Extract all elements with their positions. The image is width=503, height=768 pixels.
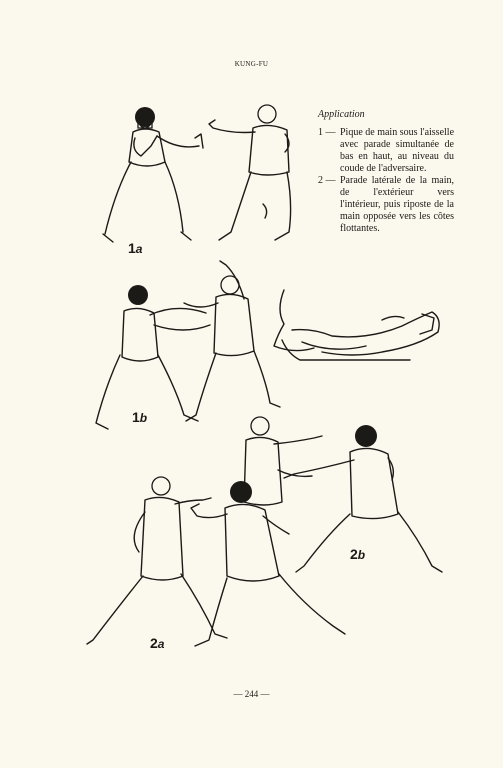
- illustration-1a: [95, 100, 305, 260]
- figure-2a-letter: a: [157, 637, 165, 651]
- step-2-number: 2 —: [318, 175, 336, 186]
- application-title: Application: [318, 109, 365, 120]
- step-1-text: Pique de main sous l'aisselle avec parade simultanée de bas en haut, au niveau du coude de l'adversaire.: [340, 127, 455, 174]
- running-header: KUNG-FU: [234, 60, 269, 68]
- figure-1a-letter: a: [135, 242, 143, 256]
- figure-label-1a: [128, 240, 142, 256]
- fighter-right-2a: [191, 481, 345, 646]
- figure-1a-number: 1: [128, 240, 136, 256]
- page-number: — 244 —: [233, 689, 270, 699]
- illustration-arm-detail: [262, 280, 442, 380]
- figure-1b-letter: b: [139, 411, 148, 425]
- step-1-number: 1 —: [318, 127, 336, 138]
- application-section: [318, 109, 454, 235]
- figure-label-1b: [132, 409, 147, 425]
- illustration-2a: [85, 470, 360, 660]
- fighter-right-1a: [209, 105, 291, 240]
- step-2-text: Parade latérale de la main, de l'extérieur vers l'intérieur, puis riposte de la main opposée vers les côtes flottantes.: [340, 175, 454, 234]
- figure-1b-number: 1: [132, 409, 140, 425]
- illustration-1b: [90, 255, 285, 435]
- figure-2b-letter: b: [357, 548, 366, 562]
- fighter-left-1a: [103, 107, 203, 242]
- step-1: [318, 127, 454, 175]
- fighter-left-2a: [87, 477, 227, 644]
- step-2: [318, 175, 454, 235]
- figure-2b-number: 2: [350, 546, 358, 562]
- figure-label-2a: [150, 635, 164, 651]
- figure-2a-number: 2: [150, 635, 158, 651]
